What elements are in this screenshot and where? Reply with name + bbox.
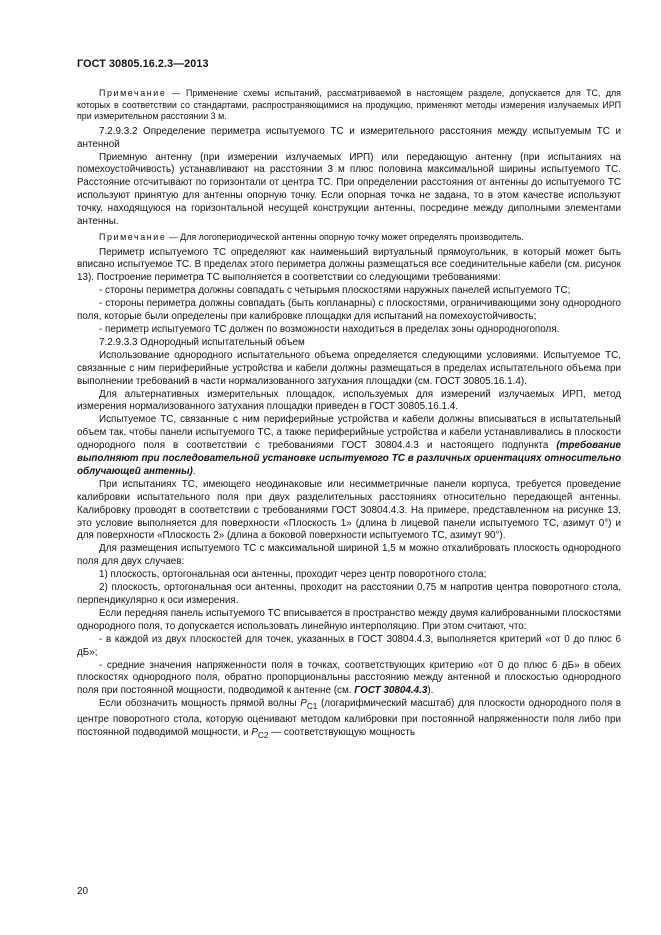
list-item: - в каждой из двух плоскостей для точек, указанных в ГОСТ 30804.4.3, выполняется критерий «от 0 до плюс 6 дБ»;	[77, 633, 621, 658]
symbol: P	[300, 698, 307, 710]
note-text: — Для логопериодической антенны опорную точку может определять производитель.	[166, 231, 524, 242]
section-heading: 7.2.9.3.3 Однородный испытательный объем	[99, 336, 305, 348]
text-run: Если обозначить мощность прямой волны	[99, 698, 301, 710]
text-run: (логарифмический масштаб) для плоскости однородного поля в центре поворотного стола, которую оценивают методом калибровки при постоянной напряженности поля либо при постоянной подводимой мощности, и	[77, 698, 622, 739]
section-heading: 7.2.9.3.2 Определение периметра испытуемого ТС и измерительного расстояния между испытуемым ТС и антенной	[77, 125, 621, 150]
paragraph: Если передняя панель испытуемого ТС вписывается в пространство между двумя калиброванными плоскостями однородного поля, то допускается использовать линейную интерполяцию. При этом считают, что:	[77, 607, 621, 632]
paragraph: Периметр испытуемого ТС определяют как наименьший виртуальный прямоугольник, в который может быть вписано испытуемое ТС. В пределах этого периметра должны размещаться все соединительные кабели (см. рисунок 13). Построение периметра ТС выполняется в соответствии со следующими требованиями:	[77, 246, 621, 284]
emphasis-text: (требование выполняют при последовательной установке испытуемого ТС в различных ориентациях относительно облучающей антенны)	[77, 440, 621, 477]
note-text: — Применение схемы испытаний, рассматриваемой в настоящем разделе, допускается для ТС, для которых в соответствии со стандартами, распространяющимися на продукцию, применяют методы измерения излучаемых ИРП при измерительном расстоянии 3 м.	[77, 87, 621, 122]
list-item: - стороны периметра должны совпадать с четырьмя плоскостями наружных панелей испытуемого ТС;	[99, 285, 571, 297]
emphasis-text: ГОСТ 30804.4.3	[354, 685, 428, 697]
paragraph: При испытаниях ТС, имеющего неодинаковые или несимметричные панели корпуса, требуется проведение калибровки испытательного поля при двух разделительных расстояниях относительно передающей антенны. Калибровку проводят в соответствии с требованиями ГОСТ 30804.4.3. На примере, представленном на рисунке 13, это условие выполняется для поверхности «Плоскость 1» (длина b лицевой панели испытуемого ТС, азимут 0°) и для поверхности «Плоскость 2» (длина a боковой поверхности испытуемого ТС, азимут 90°).	[77, 478, 621, 542]
paragraph: Использование однородного испытательного объема определяется следующими условиями. Испытуемое ТС, связанные с ним периферийные устройства и кабели должны размещаться в пределах испытательного объема при выполнении требований в части нормализованного затухания площадки (см. ГОСТ 30805.16.1.4).	[77, 349, 621, 387]
paragraph: Для размещения испытуемого ТС с максимальной шириной 1,5 м можно откалибровать плоскость однородного поля для двух случаев:	[77, 543, 621, 568]
text-run: — соответствующую мощность	[268, 727, 416, 739]
paragraph	[77, 414, 621, 479]
symbol: P	[251, 727, 258, 739]
list-item: - стороны периметра должны совпадать (быть копланарны) с плоскостями, ограничивающими зону однородного поля, которые были определены при калибровке площадки для испытаний на помехоустойчивость;	[77, 298, 621, 323]
symbol-subscript: C1	[306, 702, 318, 712]
paragraph: Приемную антенну (при измерении излучаемых ИРП) или передающую антенну (при испытаниях на помехоустойчивость) устанавливают на расстоянии 3 м плюс половина максимальной ширины испытуемого ТС. Расстояние отсчитывают по горизонтали от центра ТС. При определении расстояния от антенны до испытуемого ТС используют принятую для антенны опорную точку. Если опорная точка не задана, то в этом качестве используют точку, находящуюся на горизонтальной несущей конструкции антенны, посредине между диполными элементами антенны.	[77, 151, 621, 228]
list-item: 1) плоскость, ортогональная оси антенны, проходит через центр поворотного стола;	[99, 569, 487, 581]
document-header: ГОСТ 30805.16.2.3—2013	[77, 58, 209, 70]
note-paragraph	[77, 232, 621, 244]
text-run: - средние значения напряженности поля в точках, соответствующих критерию «от 0 до плюс 6 дБ» в обеих плоскостях однородного поля, обратно пропорциональны расстоянию между антенной и плоскостью однородного поля при постоянной мощности, подводимой к антенне (см.	[77, 659, 621, 697]
list-item: 2) плоскость, ортогональная оси антенны, проходит на расстоянии 0,75 м напротив центра поворотного стола, перпендикулярно к оси измерения.	[77, 582, 621, 606]
note-paragraph	[77, 88, 621, 123]
text-run: .	[192, 465, 196, 477]
note-label: Примечание	[99, 87, 167, 98]
page-number: 20	[77, 886, 89, 897]
paragraph	[77, 698, 621, 743]
text-run: Испытуемое ТС, связанные с ним периферийные устройства и кабели должны вписываться в испытательный объем так, чтобы панели испытуемого ТС, а также периферийные устройства и кабели устанавливались в плоскости однородного поля в соответствии с требованиями ГОСТ 30804.4.3 и настоящего подпункта	[77, 414, 621, 452]
note-label: Примечание	[99, 231, 167, 242]
symbol-subscript: C2	[257, 731, 269, 740]
list-item: - периметр испытуемого ТС должен по возможности находиться в пределах зоны однородногополя.	[99, 323, 560, 335]
list-item	[77, 660, 621, 699]
text-run: ).	[427, 685, 434, 697]
paragraph: Для альтернативных измерительных площадок, используемых для измерений излучаемых ИРП, метод измерения нормализованного затухания площадки приведен в ГОСТ 30805.16.1.4.	[77, 388, 621, 413]
